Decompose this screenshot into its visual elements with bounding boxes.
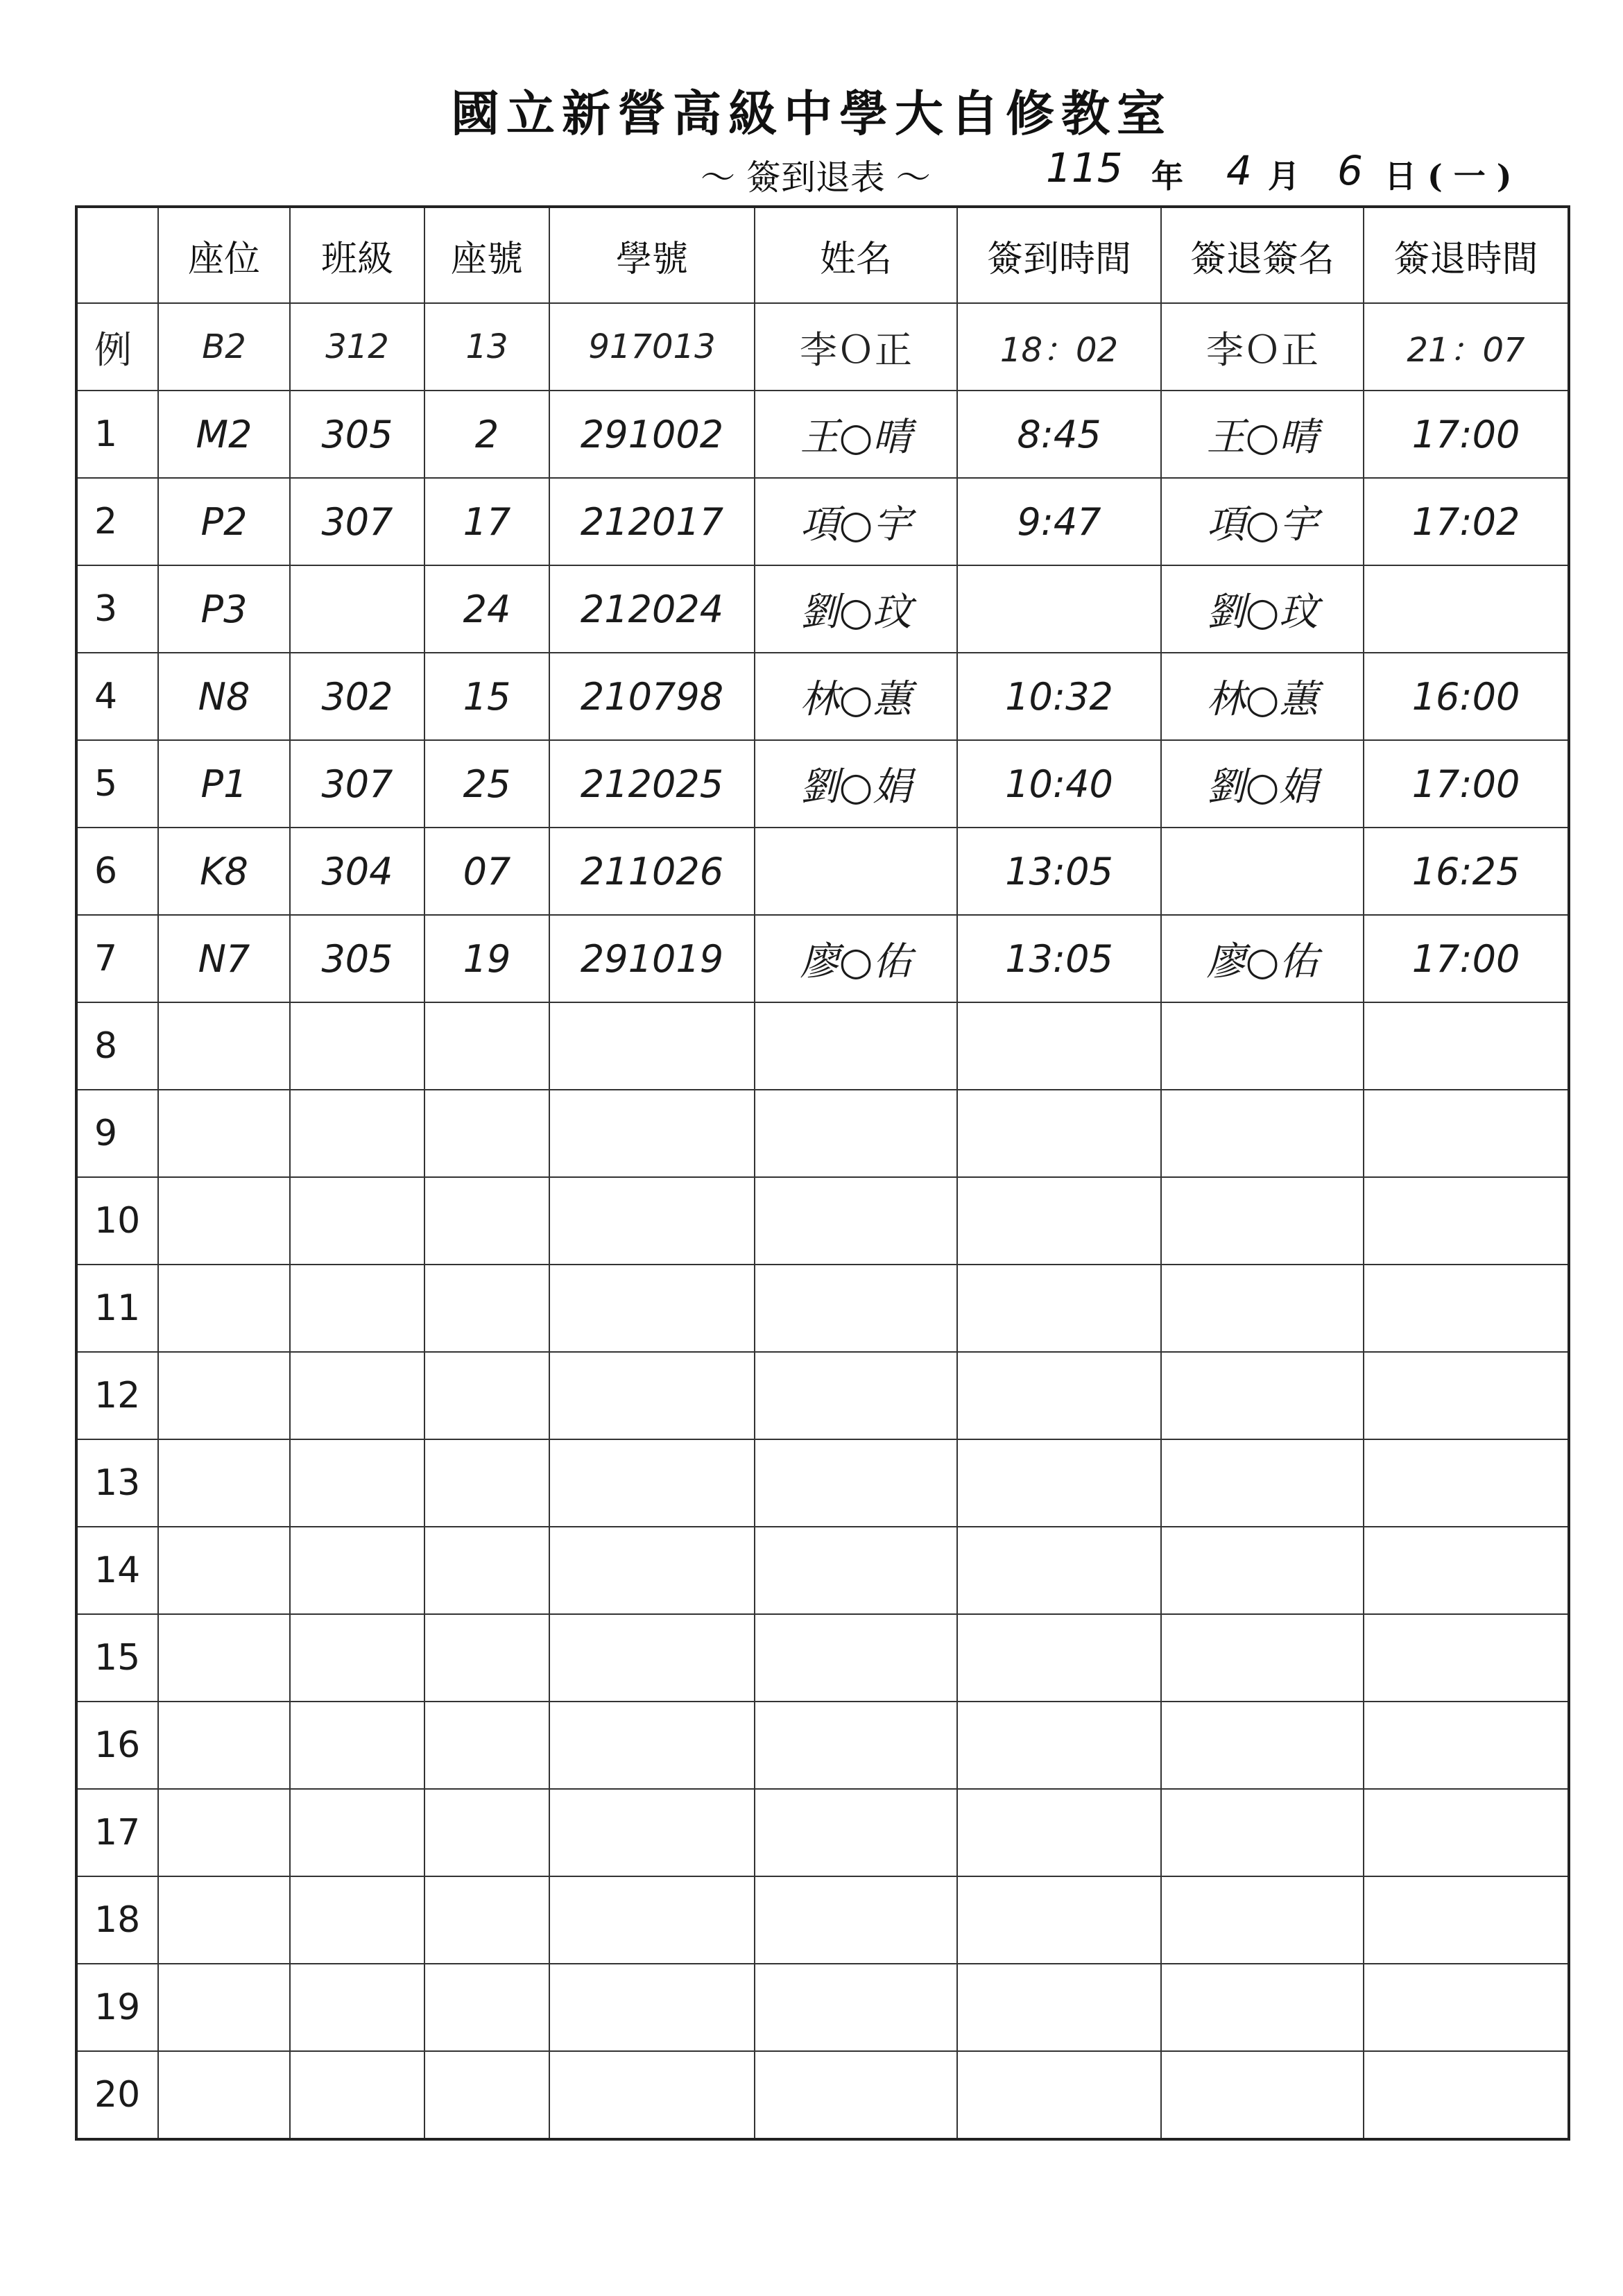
class-cell [290, 1090, 424, 1177]
class-cell: 307 [290, 740, 424, 828]
signin-table [75, 205, 1570, 2141]
table-row [76, 1090, 1569, 1177]
seat-cell [158, 1527, 290, 1614]
example-seat-no: 13 [424, 303, 549, 391]
name-cell [755, 1439, 957, 1527]
signout-name-cell [1161, 828, 1364, 915]
seat-no-cell: 2 [424, 391, 549, 478]
signout-name-cell [1161, 1265, 1364, 1352]
student-id-cell: 212017 [549, 478, 755, 565]
student-id-cell [549, 1527, 755, 1614]
document-title: 國立新營高級中學大自修教室 [451, 85, 1172, 142]
table-row [76, 1352, 1569, 1439]
class-cell [290, 1702, 424, 1789]
name-cell [755, 2051, 957, 2139]
checkin-time-cell [957, 2051, 1161, 2139]
date-line [0, 144, 1623, 198]
table-row [76, 1702, 1569, 1789]
checkout-time-cell [1364, 1439, 1569, 1527]
checkout-time-cell [1364, 1090, 1569, 1177]
row-number: 17 [76, 1789, 158, 1876]
signout-name-cell [1161, 1090, 1364, 1177]
seat-no-cell [424, 1876, 549, 1964]
checkin-time-cell [957, 1527, 1161, 1614]
example-name: 李Ｏ正 [755, 303, 957, 391]
class-cell [290, 1527, 424, 1614]
seat-cell [158, 1439, 290, 1527]
class-cell: 304 [290, 828, 424, 915]
student-id-cell: 211026 [549, 828, 755, 915]
header-row [76, 207, 1569, 303]
table-row [76, 1964, 1569, 2051]
seat-no-cell [424, 1177, 549, 1265]
student-id-cell: 212024 [549, 565, 755, 653]
signout-name-cell: 項○宇 [1161, 478, 1364, 565]
row-number: 3 [76, 565, 158, 653]
col-header-index [76, 207, 158, 303]
student-id-cell [549, 1002, 755, 1090]
table-row [76, 1614, 1569, 1702]
month-value: 4 [1226, 147, 1252, 194]
row-number: 11 [76, 1265, 158, 1352]
seat-cell [158, 1614, 290, 1702]
checkout-time-cell [1364, 1702, 1569, 1789]
table-row [76, 565, 1569, 653]
checkin-time-cell: 9:47 [957, 478, 1161, 565]
student-id-cell: 210798 [549, 653, 755, 740]
student-id-cell [549, 1352, 755, 1439]
signout-name-cell [1161, 1876, 1364, 1964]
name-cell: 林○蕙 [755, 653, 957, 740]
name-cell [755, 1876, 957, 1964]
day-unit: 日 ( 一 ) [1384, 157, 1512, 195]
table-row [76, 1789, 1569, 1876]
example-label: 例 [76, 303, 158, 391]
signout-name-cell [1161, 1614, 1364, 1702]
name-cell [755, 1352, 957, 1439]
checkout-time-cell [1364, 1002, 1569, 1090]
student-id-cell [549, 1876, 755, 1964]
signout-name-cell [1161, 1352, 1364, 1439]
seat-no-cell: 19 [424, 915, 549, 1002]
seat-cell: N8 [158, 653, 290, 740]
checkout-time-cell [1364, 2051, 1569, 2139]
signout-name-cell: 廖○佑 [1161, 915, 1364, 1002]
table-row [76, 1439, 1569, 1527]
row-number: 12 [76, 1352, 158, 1439]
student-id-cell [549, 1265, 755, 1352]
class-cell [290, 1876, 424, 1964]
row-number: 1 [76, 391, 158, 478]
table-row [76, 1527, 1569, 1614]
seat-no-cell [424, 1002, 549, 1090]
table-row [76, 653, 1569, 740]
name-cell [755, 1177, 957, 1265]
checkin-time-cell [957, 1177, 1161, 1265]
class-cell: 307 [290, 478, 424, 565]
student-id-cell: 291002 [549, 391, 755, 478]
row-number: 14 [76, 1527, 158, 1614]
row-number: 4 [76, 653, 158, 740]
checkin-time-cell: 8:45 [957, 391, 1161, 478]
name-cell: 廖○佑 [755, 915, 957, 1002]
student-id-cell [549, 1789, 755, 1876]
name-cell: 劉○玟 [755, 565, 957, 653]
signout-name-cell [1161, 1177, 1364, 1265]
seat-no-cell [424, 1090, 549, 1177]
seat-no-cell [424, 1352, 549, 1439]
class-cell [290, 1002, 424, 1090]
checkin-time-cell [957, 1964, 1161, 2051]
checkin-time-cell [957, 1002, 1161, 1090]
table-row [76, 1002, 1569, 1090]
checkout-time-cell: 16:00 [1364, 653, 1569, 740]
seat-cell [158, 1964, 290, 2051]
example-seat: B2 [158, 303, 290, 391]
seat-cell: P2 [158, 478, 290, 565]
class-cell: 305 [290, 391, 424, 478]
checkout-time-cell: 17:00 [1364, 391, 1569, 478]
student-id-cell [549, 2051, 755, 2139]
name-cell [755, 1527, 957, 1614]
student-id-cell [549, 1090, 755, 1177]
seat-no-cell [424, 2051, 549, 2139]
student-id-cell [549, 1614, 755, 1702]
row-number: 10 [76, 1177, 158, 1265]
name-cell [755, 1702, 957, 1789]
row-number: 7 [76, 915, 158, 1002]
row-number: 9 [76, 1090, 158, 1177]
example-row [76, 303, 1569, 391]
checkout-time-cell [1364, 1527, 1569, 1614]
class-cell [290, 1964, 424, 2051]
checkout-time-cell [1364, 1177, 1569, 1265]
seat-cell: K8 [158, 828, 290, 915]
checkin-time-cell [957, 565, 1161, 653]
checkout-time-cell: 17:00 [1364, 740, 1569, 828]
checkout-time-cell: 17:00 [1364, 915, 1569, 1002]
checkout-time-cell [1364, 1876, 1569, 1964]
seat-cell: N7 [158, 915, 290, 1002]
checkout-time-cell [1364, 1964, 1569, 2051]
row-number: 19 [76, 1964, 158, 2051]
col-header-seat: 座位 [158, 207, 290, 303]
example-checkout: 21：07 [1364, 303, 1569, 391]
student-id-cell [549, 1439, 755, 1527]
col-header-seat-no: 座號 [424, 207, 549, 303]
checkout-time-cell [1364, 1614, 1569, 1702]
checkin-time-cell: 13:05 [957, 828, 1161, 915]
seat-no-cell: 15 [424, 653, 549, 740]
month-unit: 月 [1268, 157, 1300, 195]
example-signout-name: 李Ｏ正 [1161, 303, 1364, 391]
seat-cell: P3 [158, 565, 290, 653]
example-checkin: 18：02 [957, 303, 1161, 391]
class-cell [290, 565, 424, 653]
example-student-id: 917013 [549, 303, 755, 391]
table-row [76, 391, 1569, 478]
student-id-cell [549, 1964, 755, 2051]
signout-name-cell: 林○蕙 [1161, 653, 1364, 740]
row-number: 6 [76, 828, 158, 915]
name-cell [755, 1090, 957, 1177]
name-cell [755, 1265, 957, 1352]
col-header-name: 姓名 [755, 207, 957, 303]
col-header-student-id: 學號 [549, 207, 755, 303]
row-number: 13 [76, 1439, 158, 1527]
seat-cell [158, 1002, 290, 1090]
name-cell [755, 828, 957, 915]
signout-name-cell [1161, 1439, 1364, 1527]
table-row [76, 740, 1569, 828]
checkout-time-cell: 17:02 [1364, 478, 1569, 565]
signout-name-cell: 劉○玟 [1161, 565, 1364, 653]
name-cell [755, 1964, 957, 2051]
class-cell [290, 1789, 424, 1876]
seat-no-cell [424, 1439, 549, 1527]
class-cell [290, 1265, 424, 1352]
seat-no-cell [424, 1789, 549, 1876]
year-value: 115 [1046, 144, 1123, 191]
seat-cell [158, 1177, 290, 1265]
signout-name-cell [1161, 1964, 1364, 2051]
signout-name-cell [1161, 1527, 1364, 1614]
class-cell [290, 1439, 424, 1527]
name-cell [755, 1789, 957, 1876]
table-row [76, 1177, 1569, 1265]
checkout-time-cell [1364, 1352, 1569, 1439]
signout-name-cell: 劉○娟 [1161, 740, 1364, 828]
checkout-time-cell: 16:25 [1364, 828, 1569, 915]
student-id-cell [549, 1702, 755, 1789]
year-unit: 年 [1151, 157, 1183, 195]
signout-name-cell [1161, 1002, 1364, 1090]
checkin-time-cell: 13:05 [957, 915, 1161, 1002]
col-header-signout-signature: 簽退簽名 [1161, 207, 1364, 303]
signout-name-cell [1161, 1702, 1364, 1789]
seat-no-cell [424, 1265, 549, 1352]
seat-cell [158, 1876, 290, 1964]
row-number: 2 [76, 478, 158, 565]
seat-cell: P1 [158, 740, 290, 828]
checkin-time-cell [957, 1352, 1161, 1439]
checkin-time-cell [957, 1702, 1161, 1789]
table-row [76, 915, 1569, 1002]
col-header-class: 班級 [290, 207, 424, 303]
seat-no-cell [424, 1527, 549, 1614]
checkin-time-cell [957, 1876, 1161, 1964]
name-cell [755, 1002, 957, 1090]
checkin-time-cell: 10:32 [957, 653, 1161, 740]
class-cell: 302 [290, 653, 424, 740]
row-number: 18 [76, 1876, 158, 1964]
student-id-cell [549, 1177, 755, 1265]
class-cell [290, 1177, 424, 1265]
row-number: 15 [76, 1614, 158, 1702]
seat-no-cell: 17 [424, 478, 549, 565]
example-class: 312 [290, 303, 424, 391]
form-subtitle: ～ 簽到退表 ～ [701, 157, 931, 198]
seat-no-cell: 24 [424, 565, 549, 653]
seat-no-cell [424, 1964, 549, 2051]
checkin-time-cell [957, 1090, 1161, 1177]
row-number: 20 [76, 2051, 158, 2139]
signout-name-cell [1161, 1789, 1364, 1876]
seat-cell [158, 1352, 290, 1439]
checkout-time-cell [1364, 565, 1569, 653]
checkin-time-cell [957, 1789, 1161, 1876]
class-cell: 305 [290, 915, 424, 1002]
day-value: 6 [1337, 147, 1363, 194]
checkin-time-cell: 10:40 [957, 740, 1161, 828]
checkin-time-cell [957, 1265, 1161, 1352]
checkin-time-cell [957, 1614, 1161, 1702]
col-header-checkout-time: 簽退時間 [1364, 207, 1569, 303]
row-number: 8 [76, 1002, 158, 1090]
seat-cell [158, 1090, 290, 1177]
seat-no-cell: 07 [424, 828, 549, 915]
checkout-time-cell [1364, 1789, 1569, 1876]
seat-no-cell [424, 1614, 549, 1702]
table-row [76, 478, 1569, 565]
table-row [76, 2051, 1569, 2139]
checkout-time-cell [1364, 1265, 1569, 1352]
name-cell: 王○晴 [755, 391, 957, 478]
seat-cell [158, 1702, 290, 1789]
seat-no-cell: 25 [424, 740, 549, 828]
class-cell [290, 1614, 424, 1702]
checkin-time-cell [957, 1439, 1161, 1527]
name-cell: 項○宇 [755, 478, 957, 565]
name-cell [755, 1614, 957, 1702]
col-header-checkin-time: 簽到時間 [957, 207, 1161, 303]
table-row [76, 1265, 1569, 1352]
seat-cell [158, 1265, 290, 1352]
row-number: 16 [76, 1702, 158, 1789]
signout-name-cell: 王○晴 [1161, 391, 1364, 478]
table-row [76, 1876, 1569, 1964]
student-id-cell: 291019 [549, 915, 755, 1002]
signout-name-cell [1161, 2051, 1364, 2139]
student-id-cell: 212025 [549, 740, 755, 828]
seat-no-cell [424, 1702, 549, 1789]
table-row [76, 828, 1569, 915]
row-number: 5 [76, 740, 158, 828]
name-cell: 劉○娟 [755, 740, 957, 828]
seat-cell: M2 [158, 391, 290, 478]
class-cell [290, 1352, 424, 1439]
class-cell [290, 2051, 424, 2139]
seat-cell [158, 1789, 290, 1876]
seat-cell [158, 2051, 290, 2139]
